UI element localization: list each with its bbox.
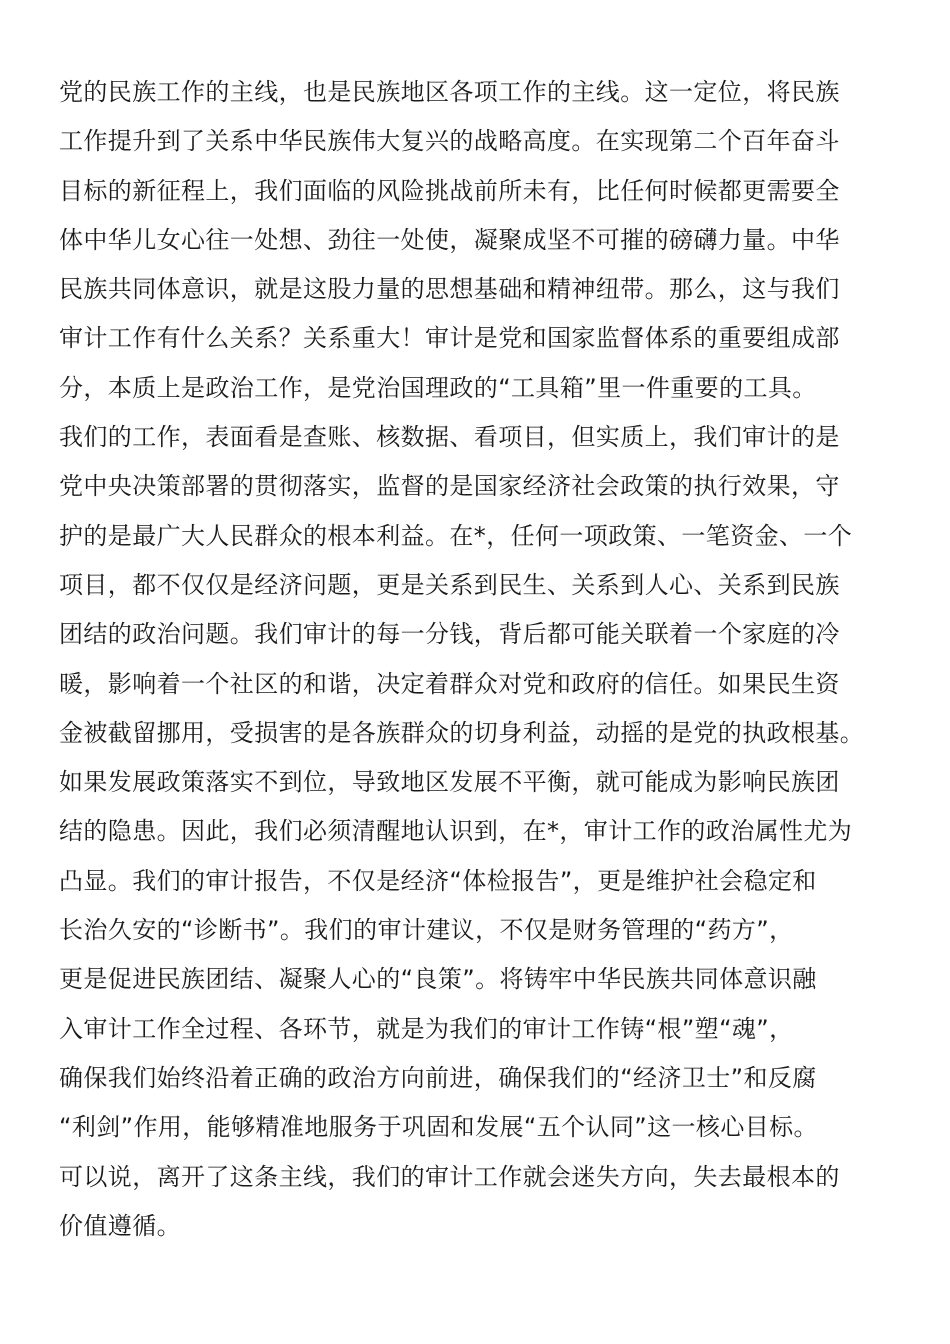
text-line: 工作提升到了关系中华民族伟大复兴的战略高度。在实现第二个百年奋斗 [59,127,840,156]
text-line: 结的隐患。因此，我们必须清醒地认识到，在*，审计工作的政治属性尤为 [59,817,853,846]
text-line: 凸显。我们的审计报告，不仅是经济“体检报告”，更是维护社会稳定和 [59,866,817,895]
text-line: 我们的工作，表面看是查账、核数据、看项目，但实质上，我们审计的是 [59,423,840,452]
text-line: 党中央决策部署的贯彻落实，监督的是国家经济社会政策的执行效果，守 [59,472,840,501]
text-line: 民族共同体意识，就是这股力量的思想基础和精神纽带。那么，这与我们 [59,275,840,304]
text-line: 项目，都不仅仅是经济问题，更是关系到民生、关系到人心、关系到民族 [59,570,840,599]
text-line: 分，本质上是政治工作，是党治国理政的“工具箱”里一件重要的工具。 [59,373,817,402]
text-line: 入审计工作全过程、各环节，就是为我们的审计工作铸“根”塑“魂”， [59,1014,794,1043]
text-line: 目标的新征程上，我们面临的风险挑战前所未有，比任何时候都更需要全 [59,176,840,205]
text-line: 审计工作有什么关系？关系重大！审计是党和国家监督体系的重要组成部 [59,324,840,353]
text-line: 价值遵循。 [59,1211,181,1240]
text-line: 党的民族工作的主线，也是民族地区各项工作的主线。这一定位，将民族 [59,78,840,106]
text-line: 团结的政治问题。我们审计的每一分钱，背后都可能关联着一个家庭的冷 [59,620,840,649]
text-line: 暖，影响着一个社区的和谐，决定着群众对党和政府的信任。如果民生资 [59,669,840,698]
text-line: 长治久安的“诊断书”。我们的审计建议，不仅是财务管理的“药方”， [59,916,794,945]
text-line: 如果发展政策落实不到位，导致地区发展不平衡，就可能成为影响民族团 [59,768,840,797]
body-paragraph [59,68,899,1251]
text-line: 可以说，离开了这条主线，我们的审计工作就会迷失方向，失去最根本的 [59,1162,840,1191]
text-line: 护的是最广大人民群众的根本利益。在*，任何一项政策、一笔资金、一个 [59,521,853,550]
text-line: 金被截留挪用，受损害的是各族群众的切身利益，动摇的是党的执政根基。 [59,718,865,747]
text-line: 更是促进民族团结、凝聚人心的“良策”。将铸牢中华民族共同体意识融 [59,965,817,994]
text-line: 确保我们始终沿着正确的政治方向前进，确保我们的“经济卫士”和反腐 [59,1063,817,1092]
text-line: 体中华儿女心往一处想、劲往一处使，凝聚成坚不可摧的磅礴力量。中华 [59,225,840,254]
text-line: “利剑”作用，能够精准地服务于巩固和发展“五个认同”这一核心目标。 [59,1113,818,1142]
